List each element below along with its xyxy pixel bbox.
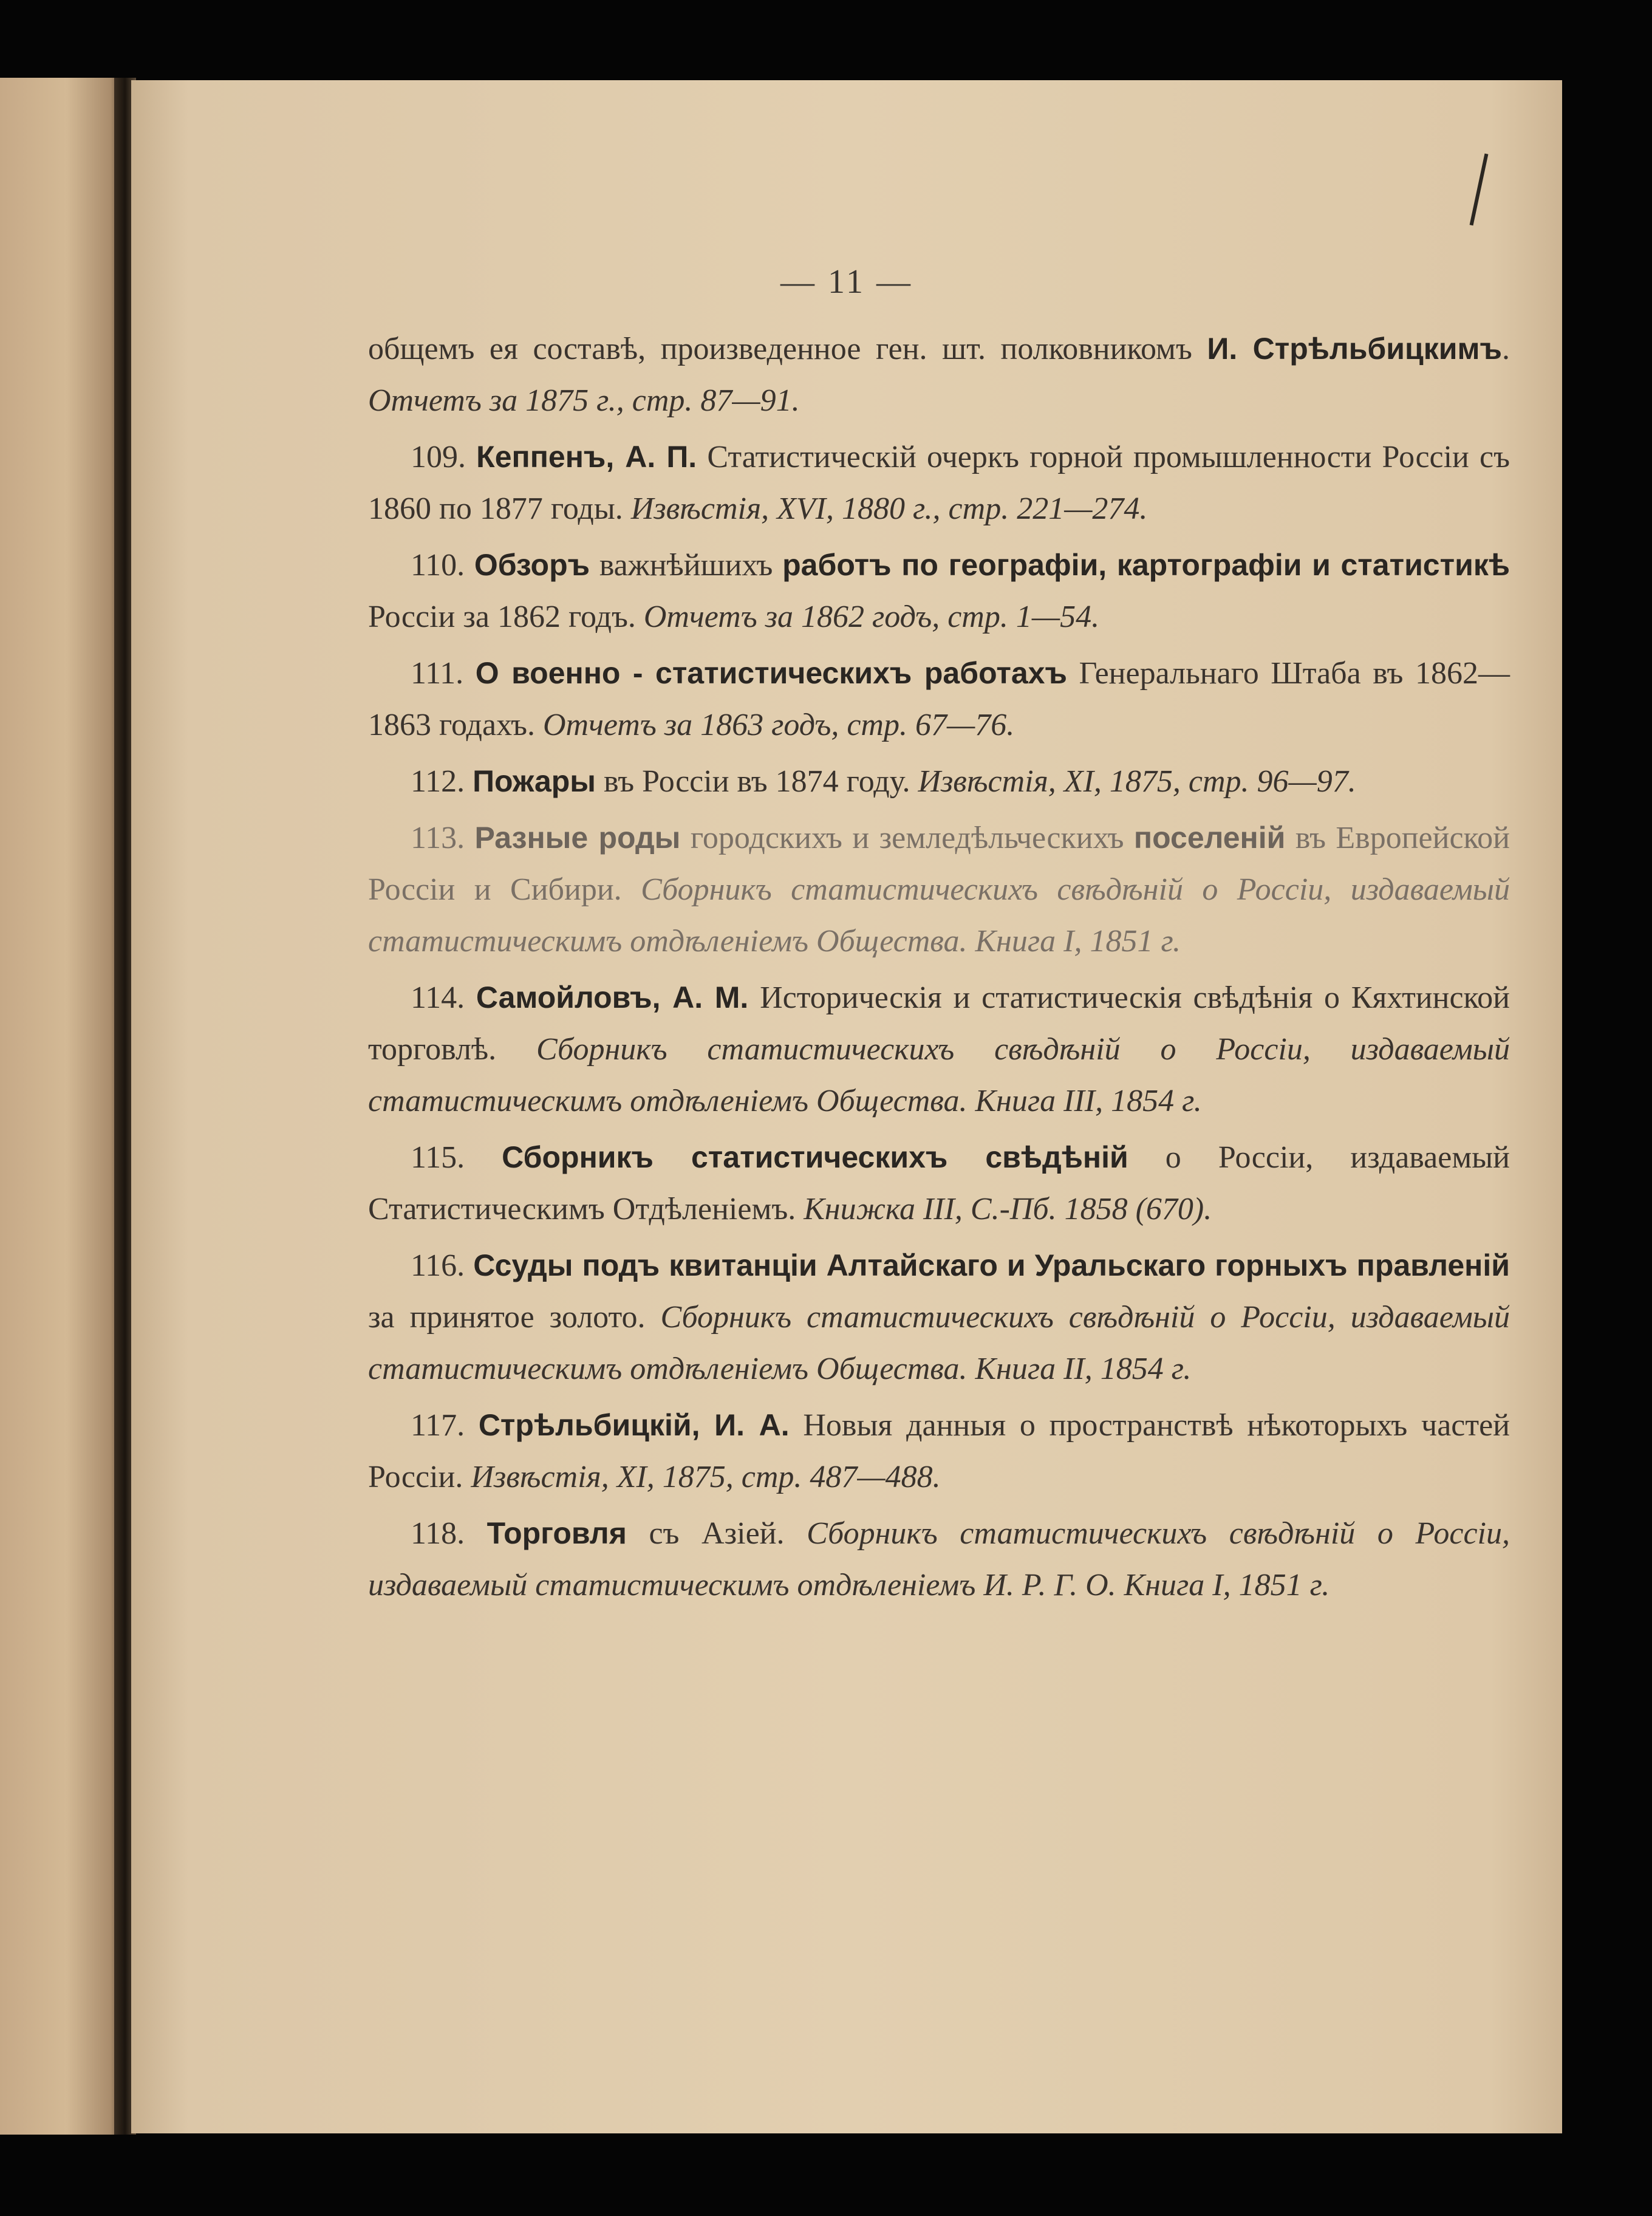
entry-number: 118. bbox=[411, 1516, 487, 1551]
entry-title: Ссуды подъ квитанціи Алтайскаго и Уральскаго горныхъ правленій bbox=[473, 1248, 1510, 1282]
entry-text: въ Европейской Россіи и Сибири. bbox=[368, 821, 1510, 907]
paragraph-continuation bbox=[368, 323, 1510, 426]
book-page bbox=[131, 80, 1562, 2133]
entry-114 bbox=[368, 972, 1510, 1127]
entry-number: 116. bbox=[411, 1248, 474, 1283]
entry-116 bbox=[368, 1240, 1510, 1395]
entry-number: 114. bbox=[411, 980, 476, 1015]
entry-110 bbox=[368, 539, 1510, 643]
entry-111 bbox=[368, 648, 1510, 751]
entry-source: Извѣстія, XI, 1875, стр. 487—488. bbox=[471, 1460, 941, 1494]
entry-title: Разные роды bbox=[474, 821, 681, 855]
entry-number: 112. bbox=[411, 764, 473, 799]
entry-title: Пожары bbox=[473, 764, 596, 798]
entry-source: Извѣстія, XI, 1875, стр. 96—97. bbox=[918, 764, 1356, 799]
page-number: — 11 — bbox=[780, 263, 913, 301]
entry-title: работъ по географіи, картографіи и статистикѣ bbox=[782, 548, 1510, 582]
entry-title: Обзоръ bbox=[474, 548, 590, 582]
entry-text: общемъ ея составѣ, произведенное ген. шт. полковникомъ bbox=[368, 332, 1207, 366]
entry-text: . bbox=[1502, 332, 1510, 366]
entry-text: Генеральнаго Штаба въ 1862—1863 годахъ. bbox=[368, 656, 1510, 742]
entry-source: Сборникъ статистическихъ свѣдѣній о Россіи, издаваемый статистическимъ отдѣленіемъ И. Р. Г. О. Книга I, 1851 г. bbox=[368, 1516, 1510, 1602]
entry-source: Сборникъ статистическихъ свѣдѣній о Россіи, издаваемый статистическимъ отдѣленіемъ Общества. Книга II, 1854 г. bbox=[368, 1300, 1510, 1386]
entry-text: Россіи за 1862 годъ. bbox=[368, 600, 644, 634]
entry-source: Отчетъ за 1863 годъ, стр. 67—76. bbox=[542, 708, 1015, 742]
entry-source: Извѣстія, XVI, 1880 г., стр. 221—274. bbox=[630, 491, 1148, 526]
pencil-mark bbox=[1470, 154, 1489, 226]
entry-number: 111. bbox=[411, 656, 476, 691]
entry-title: И. Стрѣльбицкимъ bbox=[1207, 332, 1502, 366]
entry-number: 110. bbox=[411, 548, 474, 583]
entry-title: Самойловъ, А. М. bbox=[476, 980, 749, 1014]
entry-118 bbox=[368, 1508, 1510, 1611]
left-page-edge bbox=[0, 78, 120, 2135]
entry-source: Отчетъ за 1875 г., стр. 87—91. bbox=[368, 383, 800, 418]
entry-number: 113. bbox=[411, 821, 475, 855]
entry-112 bbox=[368, 756, 1510, 807]
entry-source: Сборникъ статистическихъ свѣдѣній о Россіи, издаваемый статистическимъ отдѣленіемъ Общества. Книга I, 1851 г. bbox=[368, 872, 1510, 959]
entry-text: о Россіи, издаваемый Статистическимъ Отдѣленіемъ. bbox=[368, 1140, 1510, 1226]
entry-113 bbox=[368, 812, 1510, 967]
entry-text: городскихъ и земледѣльческихъ bbox=[680, 821, 1134, 855]
entry-title: О военно - статистическихъ работахъ bbox=[475, 656, 1067, 690]
entry-text: Статистическій очеркъ горной промышленности Россіи съ 1860 по 1877 годы. bbox=[368, 440, 1510, 526]
entry-text: въ Россіи въ 1874 году. bbox=[596, 764, 918, 799]
entry-text: съ Азіей. bbox=[626, 1516, 807, 1551]
entry-source: Сборникъ статистическихъ свѣдѣній о Россіи, издаваемый статистическимъ отдѣленіемъ Общества. Книга III, 1854 г. bbox=[368, 1032, 1510, 1118]
entry-title: поселеній bbox=[1133, 821, 1286, 855]
entry-text: Новыя данныя о пространствѣ нѣкоторыхъ частей Россіи. bbox=[368, 1408, 1510, 1494]
page-body bbox=[368, 323, 1510, 1611]
entry-text: за принятое золото. bbox=[368, 1300, 661, 1335]
entry-text: Историческія и статистическія свѣдѣнія о Кяхтинской торговлѣ. bbox=[368, 980, 1510, 1067]
entry-number: 109. bbox=[411, 440, 477, 474]
entry-title: Сборникъ статистическихъ свѣдѣній bbox=[502, 1140, 1128, 1174]
entry-number: 115. bbox=[411, 1140, 502, 1175]
entry-117 bbox=[368, 1400, 1510, 1503]
entry-title: Торговля bbox=[486, 1516, 627, 1550]
entry-text: важнѣйшихъ bbox=[590, 548, 783, 583]
entry-115 bbox=[368, 1132, 1510, 1235]
entry-source: Книжка III, С.-Пб. 1858 (670). bbox=[804, 1192, 1212, 1226]
entry-title: Кеппенъ, А. П. bbox=[476, 440, 697, 474]
entry-title: Стрѣльбицкій, И. А. bbox=[478, 1408, 790, 1442]
entry-109 bbox=[368, 431, 1510, 535]
entry-source: Отчетъ за 1862 годъ, стр. 1—54. bbox=[643, 600, 1100, 634]
entry-number: 117. bbox=[411, 1408, 479, 1443]
